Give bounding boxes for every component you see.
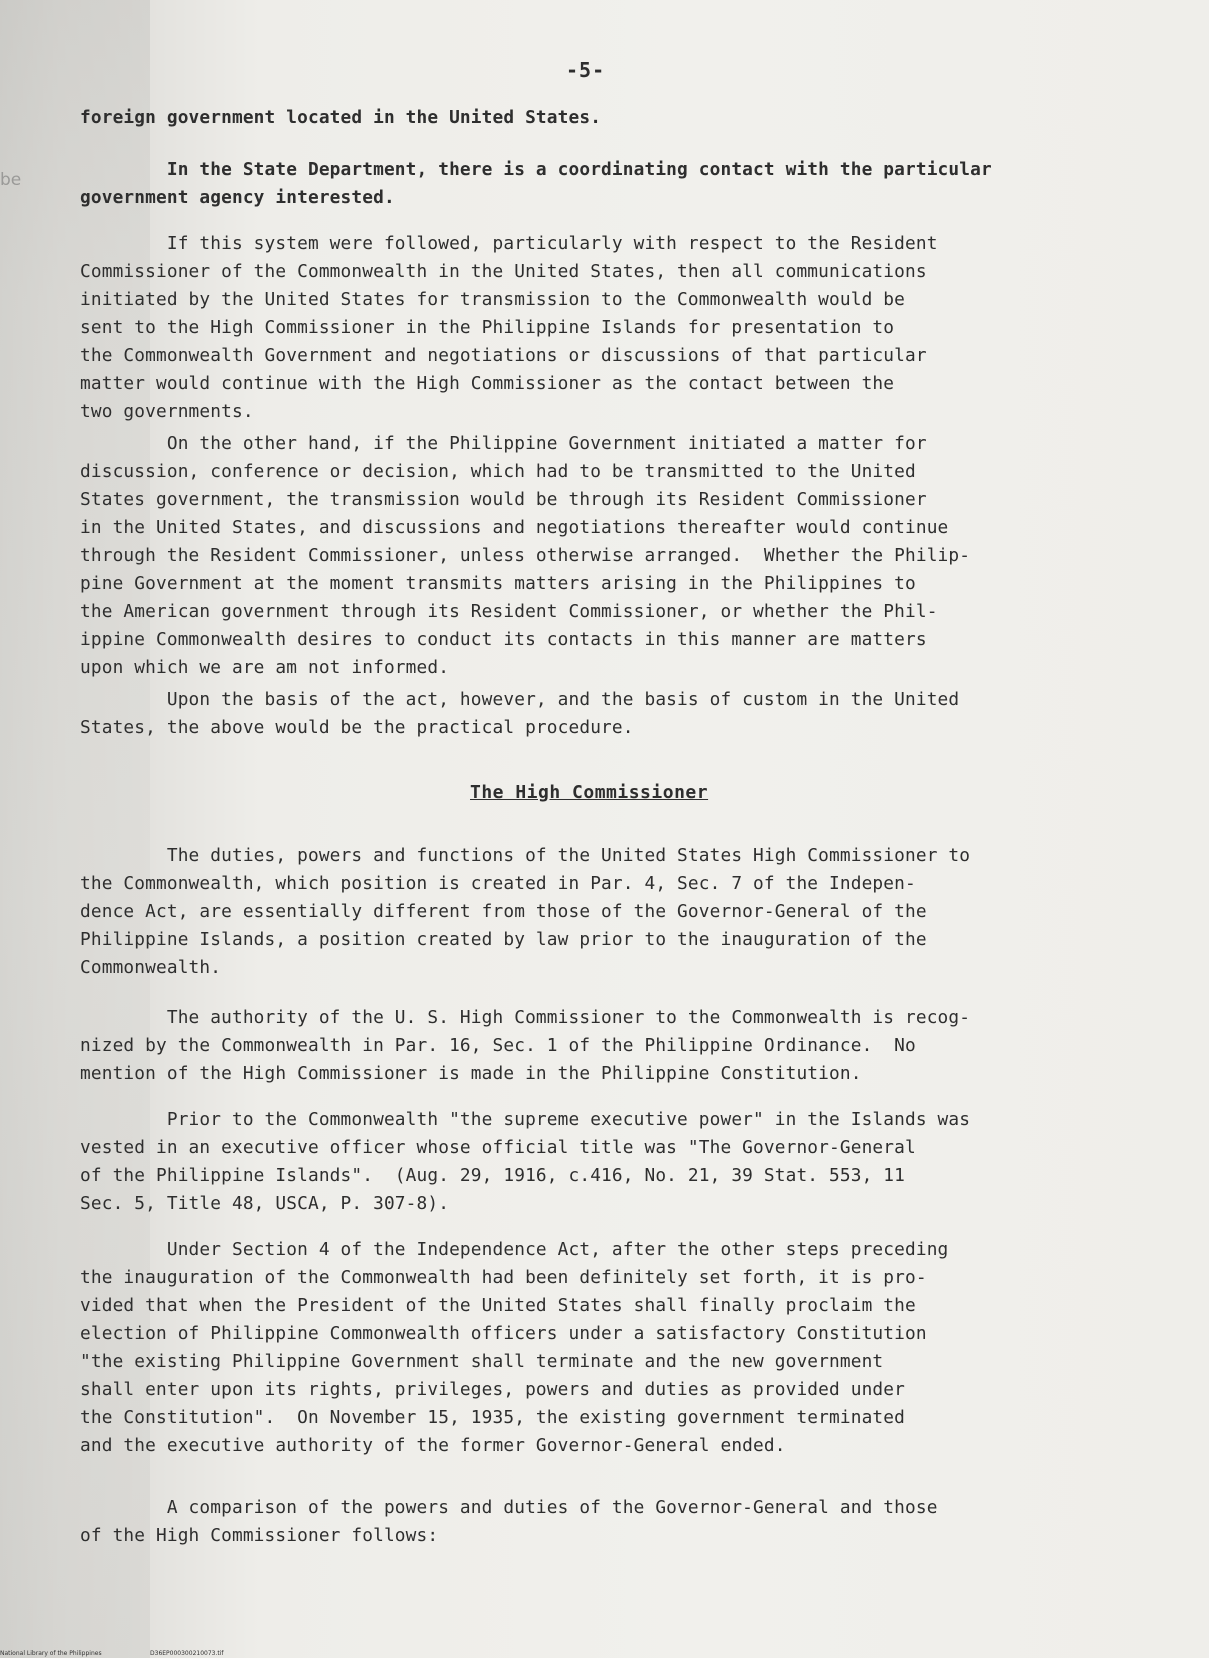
section-paragraph-2: The authority of the U. S. High Commissioner to the Commonwealth is recog- nized by the Commonwealth in Par. 16, Sec. 1 of the Philippine Ordinance. No mention of the High Commissioner is made in the Philippine Constitution.	[80, 1007, 971, 1084]
paragraph-4: On the other hand, if the Philippine Government initiated a matter for discussion, conference or decision, which had to be transmitted to the United States government, the transmission would be through its Resident Commissioner in the United States, and discussions and negotiations thereafter would continue through the Resident Commissioner, unless otherwise arranged. Whether the Philip- pine Government at the moment transmits matters arising in the Philippines to the American government through its Resident Commissioner, or whether the Phil- ippine Commonwealth desires to conduct its contacts in this manner are matters upon which we are am not informed.	[80, 433, 971, 678]
footer-source: National Library of the Philippines	[0, 1650, 102, 1657]
paragraph-2: In the State Department, there is a coordinating contact with the particular government agency interested.	[80, 159, 992, 208]
page-number: -5-	[566, 58, 606, 82]
section-heading: The High Commissioner	[470, 782, 709, 803]
section-paragraph-4: Under Section 4 of the Independence Act, after the other steps preceding the inauguration of the Commonwealth had been definitely set forth, it is pro- vided that when the President of the United States shall finally proclaim the election of Philippine Commonwealth officers under a satisfactory Constitution "the existing Philippine Government shall terminate and the new government shall enter upon its rights, privileges, powers and duties as provided under the Constitution". On November 15, 1935, the existing government terminated and the executive authority of the former Governor-General ended.	[80, 1239, 949, 1456]
section-paragraph-1: The duties, powers and functions of the United States High Commissioner to the Commonwealth, which position is created in Par. 4, Sec. 7 of the Indepen- dence Act, are essentially different from those of the Governor-General of the Philippine Islands, a position created by law prior to the inauguration of the Commonwealth.	[80, 845, 971, 978]
footer-file-id: D36EP000300210073.tif	[150, 1650, 224, 1657]
paragraph-5: Upon the basis of the act, however, and the basis of custom in the United States, the above would be the practical procedure.	[80, 689, 960, 738]
section-paragraph-5: A comparison of the powers and duties of the Governor-General and those of the High Commissioner follows:	[80, 1497, 938, 1546]
paragraph-3: If this system were followed, particularly with respect to the Resident Commissioner of the Commonwealth in the United States, then all communications initiated by the United States for transmission to the Commonwealth would be sent to the High Commissioner in the Philippine Islands for presentation to the Commonwealth Government and negotiations or discussions of that particular matter would continue with the High Commissioner as the contact between the two governments.	[80, 233, 938, 422]
paragraph-1: foreign government located in the United States.	[80, 107, 602, 128]
margin-note: be	[0, 170, 22, 190]
section-paragraph-3: Prior to the Commonwealth "the supreme executive power" in the Islands was vested in an executive officer whose official title was "The Governor-General of the Philippine Islands". (Aug. 29, 1916, c.416, No. 21, 39 Stat. 553, 11 Sec. 5, Title 48, USCA, P. 307-8).	[80, 1109, 971, 1214]
